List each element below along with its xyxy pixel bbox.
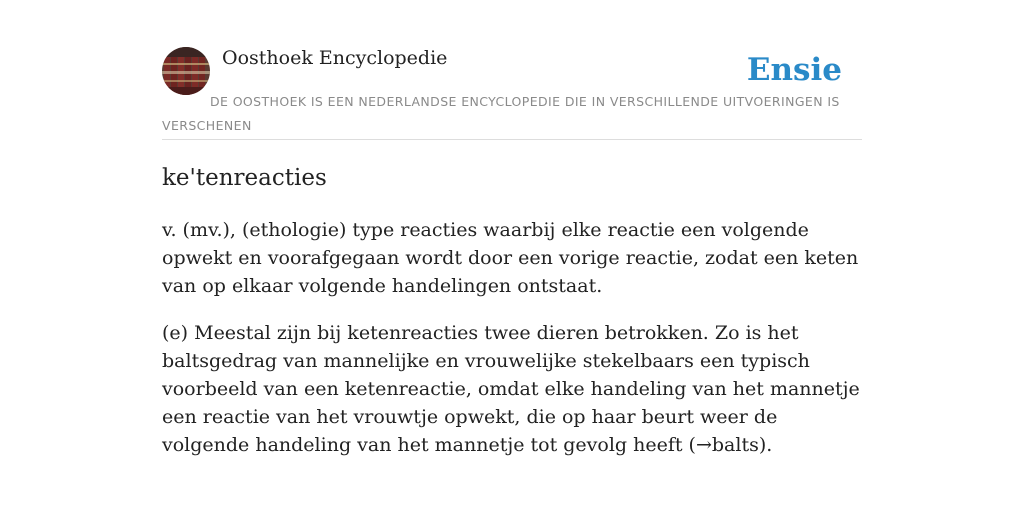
- entry-term: ke'tenreacties: [162, 165, 327, 191]
- encyclopedia-books-icon: [162, 47, 210, 95]
- definition-paragraph-extra: [162, 319, 866, 459]
- ensie-logo[interactable]: Ensie: [746, 52, 842, 88]
- source-avatar[interactable]: [162, 47, 210, 95]
- source-tagline: DE OOSTHOEK IS EEN NEDERLANDSE ENCYCLOPEDIE DIE IN VERSCHILLENDE UITVOERINGEN IS VERSCHENEN: [162, 94, 840, 133]
- header-divider: [162, 139, 862, 140]
- balts-link[interactable]: →balts: [695, 434, 759, 456]
- definition-end: ).: [758, 434, 773, 456]
- source-title[interactable]: Oosthoek Encyclopedie: [222, 47, 448, 69]
- definition-text: (e) Meestal zijn bij ketenreacties twee dieren betrokken. Zo is het baltsgedrag van mannelijke en vrouwelijke stekelbaars een typisch voorbeeld van een ketenreactie, omdat elke handeling van het mannetje een reactie van het vrouwtje opwekt, die op haar beurt weer de volgende handeling van het mannetje tot gevolg heeft (: [162, 322, 860, 456]
- definition-paragraph: v. (mv.), (ethologie) type reacties waarbij elke reactie een volgende opwekt en voorafgegaan wordt door een vorige reactie, zodat een keten van op elkaar volgende handelingen ontstaat.: [162, 219, 859, 297]
